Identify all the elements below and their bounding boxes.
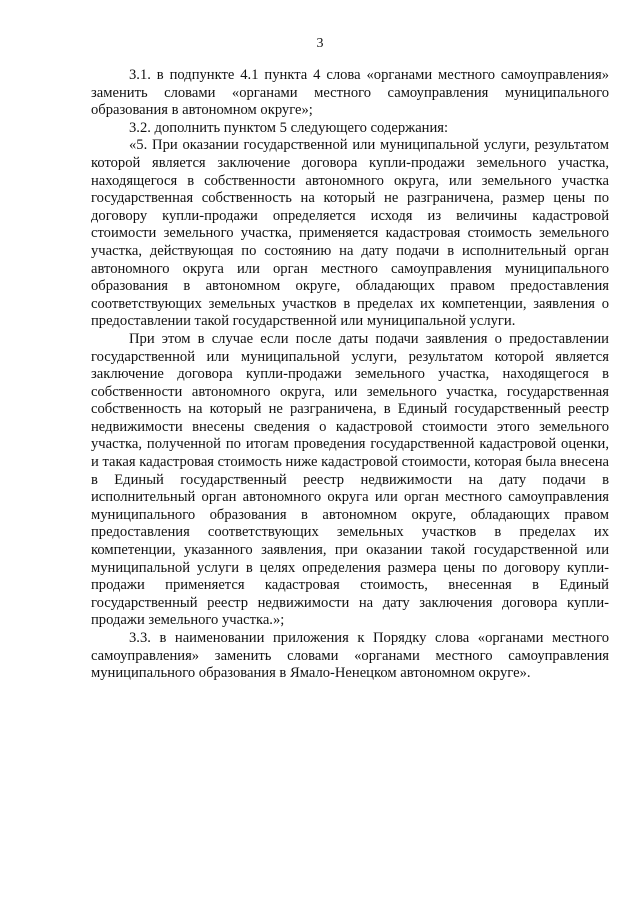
paragraph-point-5: «5. При оказании государственной или муниципальной услуги, результатом которой является заключение договора купли-продажи земельного участка, находящегося в собственности автономного округа, или земельного участка государственная собственность на который не разграничена, размер цены по договору купли-продажи определяется исходя из величины кадастровой стоимости земельного участка, применяется кадастровая стоимость земельного участка, действующая по состоянию на дату подачи в исполнительный орган автономного округа или орган местного самоуправления муниципального образования в автономном округе, обладающих правом предоставления соответствующих земельных участков в пределах их компетенции, заявления о предоставлении такой государственной или муниципальной услуги. <box>91 137 609 330</box>
page-number: 3 <box>316 36 324 51</box>
paragraph-3-3: 3.3. в наименовании приложения к Порядку слова «органами местного самоуправления» заменить словами «органами местного самоуправления муниципального образования в Ямало-Ненецком автономном округе». <box>91 630 609 682</box>
paragraph-3-2: 3.2. дополнить пунктом 5 следующего содержания: <box>129 119 449 136</box>
paragraph-point-5-continued: При этом в случае если после даты подачи заявления о предоставлении государственной или муниципальной услуги, результатом которой является заключение договора купли-продажи земельного участка, находящегося в собственности автономного округа, или земельного участка, государственная собственность на который не разграничена, в Единый государственный реестр недвижимости внесены сведения о кадастровой стоимости этого земельного участка, полученной по итогам проведения государственной кадастровой оценки, и такая кадастровая стоимость ниже кадастровой стоимости, которая была внесена в Единый государственный реестр недвижимости на дату подачи в исполнительный орган автономного округа или орган местного самоуправления муниципального образования в автономном округе, обладающих правом предоставления соответствующих земельных участков в пределах их компетенции, указанного заявления, при оказании такой государственной или муниципальной услуги в целях определения размера цены по договору купли-продажи применяется кадастровая стоимость, внесенная в Единый государственный реестр недвижимости на дату заключения договора купли-продажи земельного участка.»; <box>91 330 609 629</box>
paragraph-3-1: 3.1. в подпункте 4.1 пункта 4 слова «органами местного самоуправления» заменить словами «органами местного самоуправления муниципального образования в автономном округе»; <box>91 67 609 119</box>
document-body <box>91 67 609 683</box>
